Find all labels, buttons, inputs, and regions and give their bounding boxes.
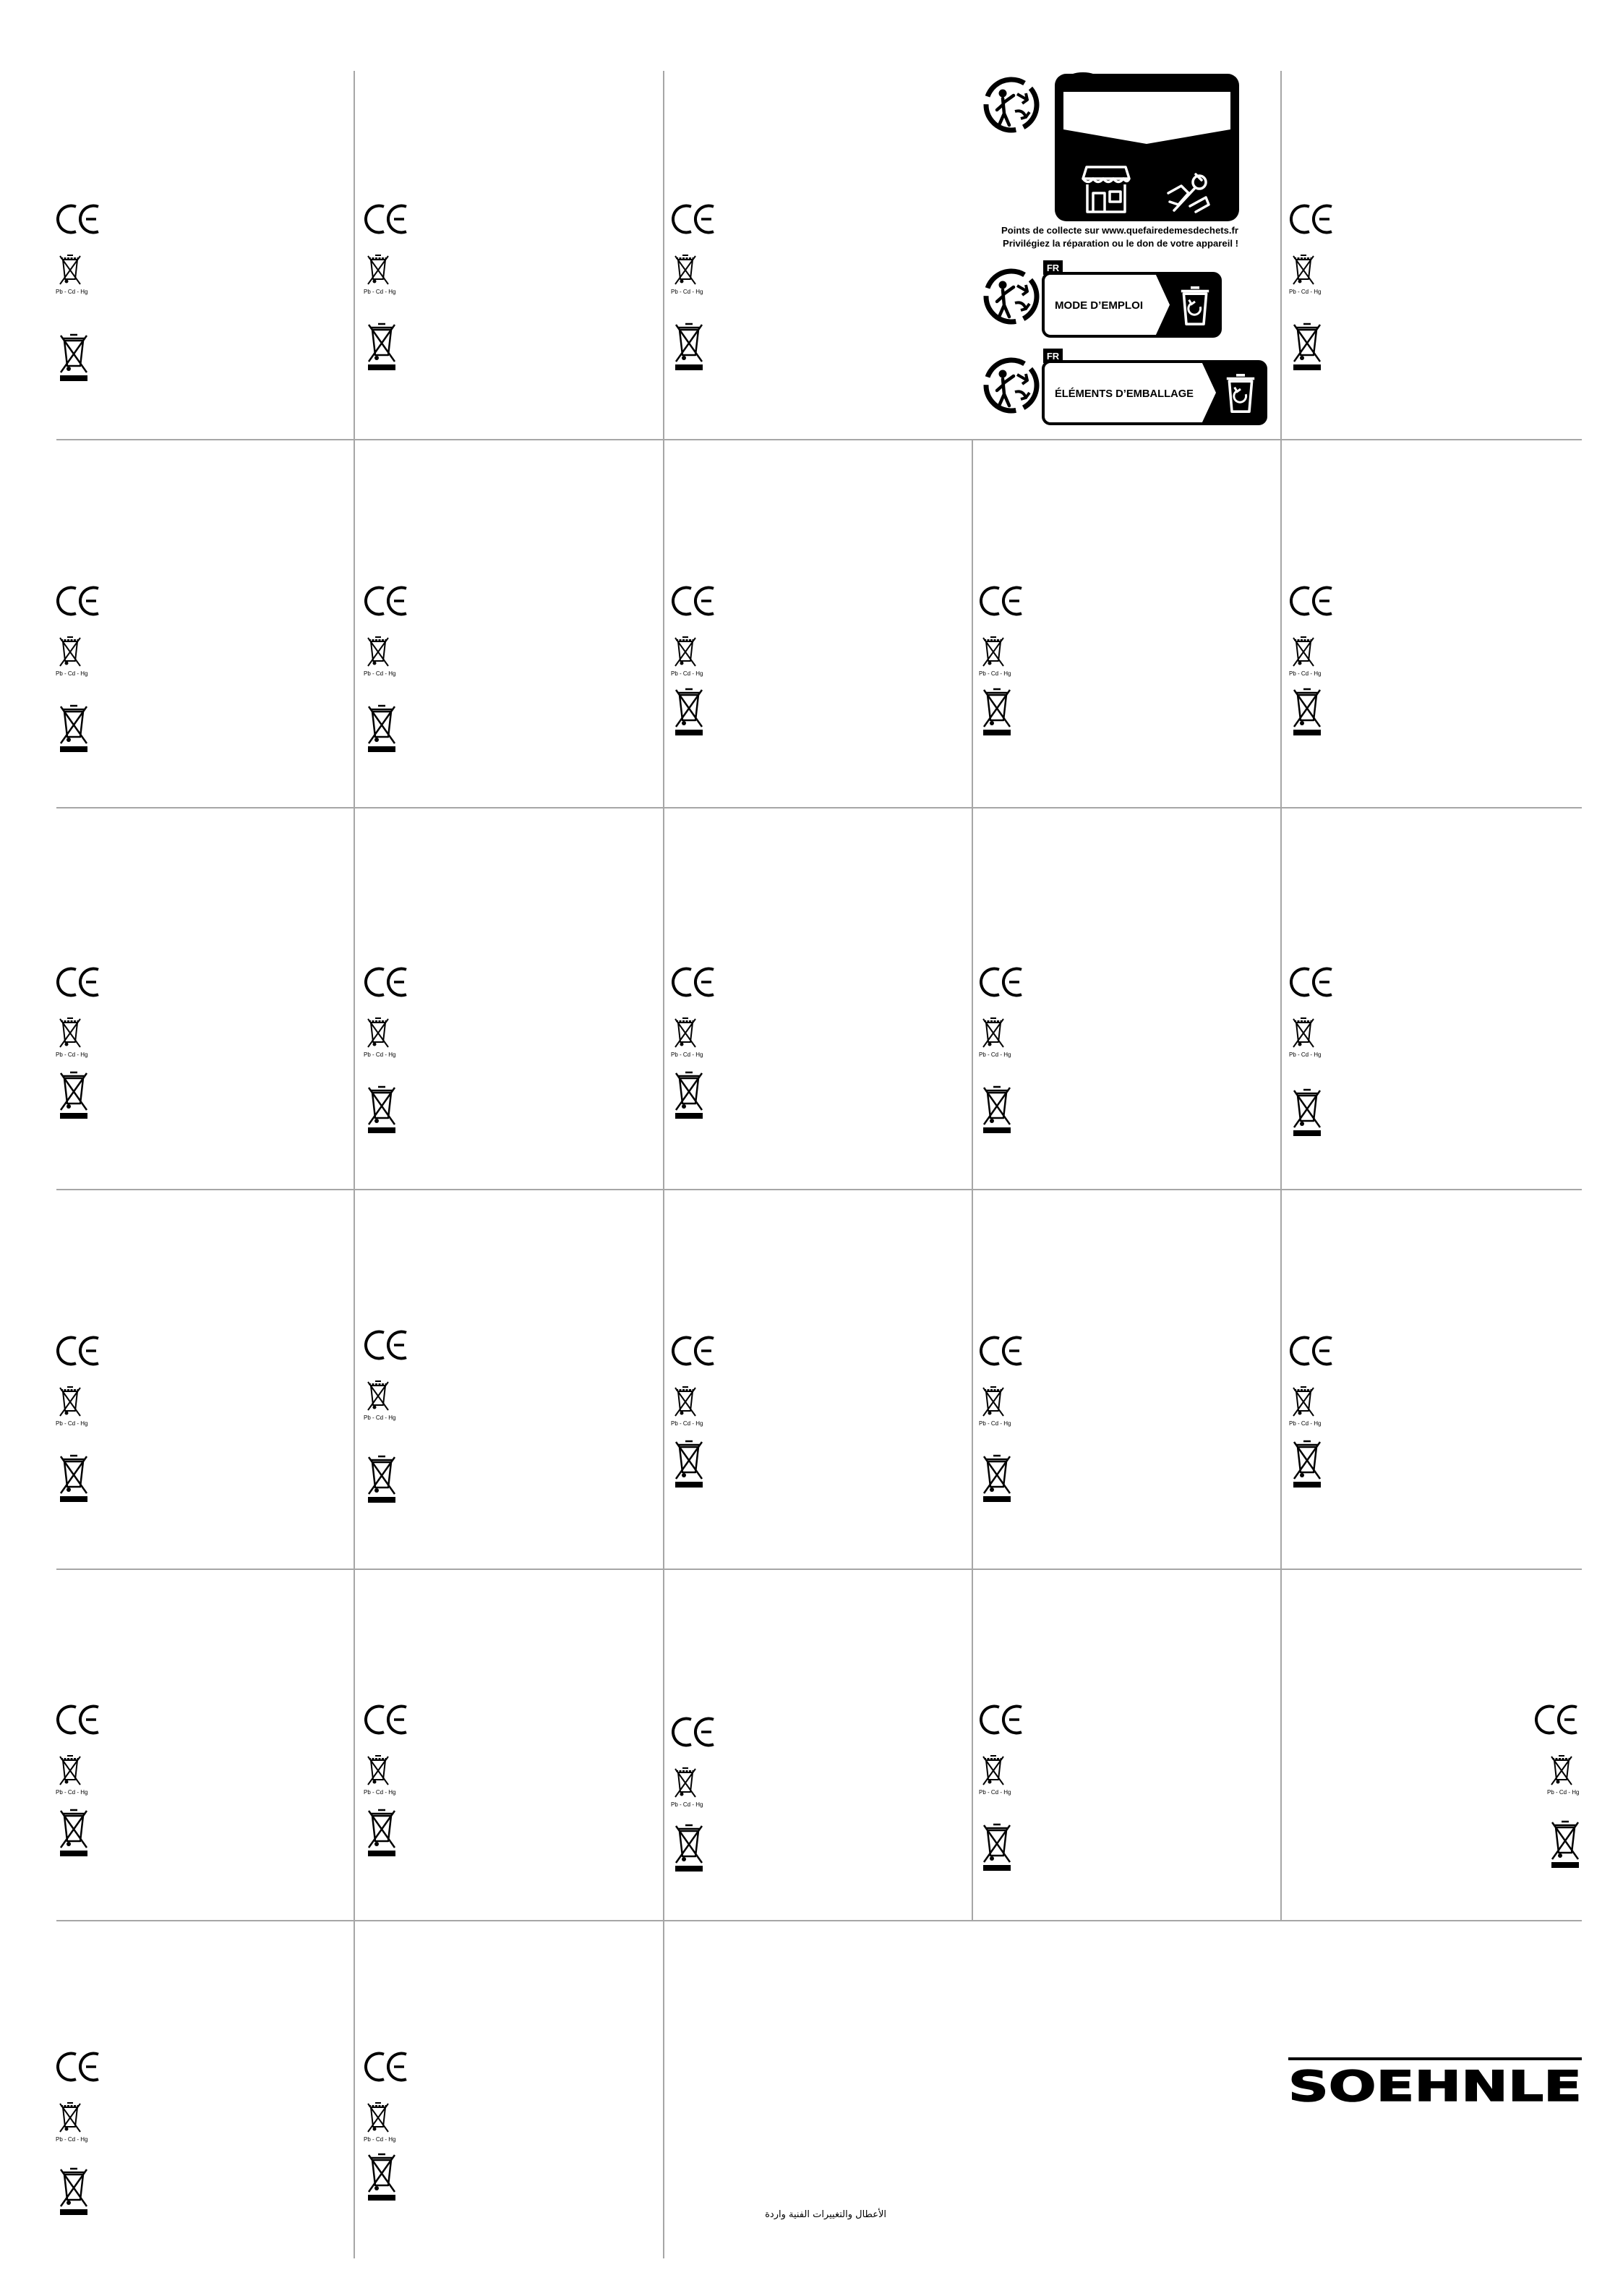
ce-mark-icon <box>672 967 716 997</box>
ce-mark-icon <box>1535 1704 1579 1735</box>
ce-mark-icon <box>56 204 100 234</box>
battery-disposal-icon <box>981 1385 1006 1418</box>
compliance-marks-cell <box>56 204 107 377</box>
packaging-elements-label <box>1043 349 1266 424</box>
weee-disposal-icon <box>673 687 705 736</box>
weee-disposal-icon <box>1291 1439 1323 1488</box>
brand-logo <box>1287 2052 1583 2104</box>
grid-rule-horizontal <box>56 439 1582 440</box>
battery-disposal-icon <box>981 1016 1006 1049</box>
ce-mark-icon <box>364 967 408 997</box>
compliance-marks-cell <box>56 1336 107 1509</box>
compliance-marks-cell <box>56 967 107 1140</box>
compliance-marks-cell <box>364 586 415 759</box>
compliance-marks-cell <box>672 204 722 377</box>
ce-mark-icon <box>980 967 1024 997</box>
battery-chemicals-label: Pb - Cd - Hg <box>671 1801 703 1808</box>
compliance-marks-cell <box>56 2052 107 2225</box>
battery-disposal-icon <box>673 1766 698 1799</box>
weee-disposal-icon <box>366 1454 398 1503</box>
collection-container-icon <box>1055 72 1239 221</box>
compliance-marks-cell <box>1290 967 1340 1140</box>
compliance-marks-cell <box>672 586 722 759</box>
battery-chemicals-label: Pb - Cd - Hg <box>671 1420 703 1427</box>
battery-chemicals-label: Pb - Cd - Hg <box>1289 1420 1322 1427</box>
battery-disposal-icon <box>673 253 698 286</box>
battery-chemicals-label: Pb - Cd - Hg <box>1547 1789 1580 1796</box>
battery-disposal-icon <box>673 635 698 668</box>
ce-mark-icon <box>56 967 100 997</box>
battery-disposal-icon <box>366 1754 390 1787</box>
weee-disposal-icon <box>366 704 398 753</box>
instruction-manual-label <box>1043 260 1220 336</box>
battery-chemicals-label: Pb - Cd - Hg <box>56 670 88 677</box>
compliance-marks-cell <box>1290 586 1340 759</box>
battery-disposal-icon <box>981 635 1006 668</box>
battery-disposal-icon <box>58 1754 82 1787</box>
grid-rule-horizontal <box>56 1189 1582 1190</box>
battery-chemicals-label: Pb - Cd - Hg <box>56 289 88 295</box>
compliance-marks-cell <box>364 1330 415 1503</box>
compliance-marks-cell <box>364 967 415 1140</box>
repair-advice-text: Privilégiez la réparation ou le don de votre appareil ! <box>1003 239 1238 249</box>
weee-disposal-icon <box>58 1808 90 1857</box>
grid-rule-vertical <box>663 71 664 2258</box>
ce-mark-icon <box>364 2052 408 2082</box>
weee-disposal-icon <box>58 1454 90 1503</box>
compliance-marks-cell <box>364 1704 415 1878</box>
grid-rule-horizontal <box>56 1569 1582 1570</box>
grid-rule-vertical <box>1280 71 1282 1921</box>
country-code: FR <box>1046 263 1060 273</box>
ce-mark-icon <box>1290 586 1334 616</box>
ce-mark-icon <box>672 1717 716 1747</box>
weee-disposal-icon <box>366 2152 398 2201</box>
brand-logo-text: SOEHNLE <box>1288 2062 1582 2104</box>
weee-disposal-icon <box>673 1439 705 1488</box>
weee-disposal-icon <box>673 1823 705 1872</box>
weee-disposal-icon <box>981 1454 1013 1503</box>
ce-mark-icon <box>56 586 100 616</box>
weee-disposal-icon <box>58 704 90 753</box>
ce-mark-icon <box>1290 204 1334 234</box>
ce-mark-icon <box>56 2052 100 2082</box>
ce-mark-icon <box>364 1330 408 1360</box>
battery-chemicals-label: Pb - Cd - Hg <box>979 1789 1011 1796</box>
logo-rule <box>1288 2057 1582 2060</box>
battery-chemicals-label: Pb - Cd - Hg <box>364 1414 396 1421</box>
battery-chemicals-label: Pb - Cd - Hg <box>364 289 396 295</box>
compliance-marks-cell <box>980 1336 1030 1509</box>
triman-icon <box>976 261 1047 333</box>
battery-disposal-icon <box>673 1385 698 1418</box>
triman-info-block <box>976 69 1280 430</box>
battery-chemicals-label: Pb - Cd - Hg <box>56 1789 88 1796</box>
battery-disposal-icon <box>366 1379 390 1412</box>
ce-mark-icon <box>672 204 716 234</box>
packaging-elements-text: ÉLÉMENTS D’EMBALLAGE <box>1055 388 1194 400</box>
weee-disposal-icon <box>58 333 90 382</box>
triman-icon <box>976 69 1047 141</box>
compliance-marks-cell <box>56 1704 107 1878</box>
weee-disposal-icon <box>981 1822 1013 1872</box>
ce-mark-icon <box>364 586 408 616</box>
weee-disposal-icon <box>981 1085 1013 1134</box>
battery-chemicals-label: Pb - Cd - Hg <box>1289 1051 1322 1058</box>
compliance-marks-cell <box>672 967 722 1140</box>
grid-rule-horizontal <box>56 1920 1582 1921</box>
battery-chemicals-label: Pb - Cd - Hg <box>979 670 1011 677</box>
compliance-marks-cell <box>56 586 107 759</box>
ce-mark-icon <box>364 204 408 234</box>
battery-disposal-icon <box>1291 635 1316 668</box>
battery-chemicals-label: Pb - Cd - Hg <box>364 2136 396 2143</box>
ce-mark-icon <box>1290 1336 1334 1366</box>
compliance-marks-cell <box>364 2052 415 2225</box>
weee-disposal-icon <box>981 687 1013 736</box>
weee-disposal-icon <box>366 322 398 371</box>
instruction-manual-text: MODE D’EMPLOI <box>1055 299 1143 312</box>
battery-chemicals-label: Pb - Cd - Hg <box>56 1420 88 1427</box>
battery-chemicals-label: Pb - Cd - Hg <box>979 1051 1011 1058</box>
weee-disposal-icon <box>1291 687 1323 736</box>
battery-disposal-icon <box>366 2101 390 2134</box>
compliance-marks-cell <box>980 1704 1030 1878</box>
ce-mark-icon <box>980 1704 1024 1735</box>
battery-disposal-icon <box>58 1016 82 1049</box>
weee-disposal-icon <box>673 1070 705 1119</box>
compliance-marks-cell <box>1290 1336 1340 1509</box>
battery-disposal-icon <box>366 1016 390 1049</box>
battery-disposal-icon <box>1291 1385 1316 1418</box>
compliance-marks-cell <box>672 1336 722 1509</box>
weee-disposal-icon <box>58 1070 90 1119</box>
battery-disposal-icon <box>1549 1754 1574 1787</box>
weee-disposal-icon <box>366 1808 398 1857</box>
battery-disposal-icon <box>1291 1016 1316 1049</box>
battery-chemicals-label: Pb - Cd - Hg <box>56 1051 88 1058</box>
battery-disposal-icon <box>58 635 82 668</box>
battery-disposal-icon <box>58 253 82 286</box>
compliance-marks-cell <box>980 967 1030 1140</box>
disclaimer-text: الأعطال والتغييرات الفنية واردة <box>765 2209 886 2220</box>
weee-disposal-icon <box>58 2167 90 2216</box>
compliance-marks-cell <box>980 586 1030 759</box>
compliance-marks-cell <box>672 1717 722 1890</box>
battery-chemicals-label: Pb - Cd - Hg <box>671 670 703 677</box>
battery-disposal-icon <box>1291 253 1316 286</box>
ce-mark-icon <box>980 586 1024 616</box>
ce-mark-icon <box>56 1704 100 1735</box>
battery-disposal-icon <box>366 253 390 286</box>
compliance-marks-cell <box>364 204 415 377</box>
battery-chemicals-label: Pb - Cd - Hg <box>1289 670 1322 677</box>
weee-disposal-icon <box>1291 322 1323 371</box>
weee-disposal-icon <box>1549 1819 1581 1869</box>
battery-disposal-icon <box>58 2101 82 2134</box>
grid-rule-vertical <box>972 440 973 1921</box>
battery-chemicals-label: Pb - Cd - Hg <box>364 670 396 677</box>
weee-disposal-icon <box>673 322 705 371</box>
ce-mark-icon <box>56 1336 100 1366</box>
battery-chemicals-label: Pb - Cd - Hg <box>979 1420 1011 1427</box>
battery-disposal-icon <box>981 1754 1006 1787</box>
battery-disposal-icon <box>366 635 390 668</box>
compliance-marks-cell <box>1535 1704 1585 1878</box>
grid-rule-vertical <box>354 71 355 2258</box>
battery-chemicals-label: Pb - Cd - Hg <box>364 1789 396 1796</box>
ce-mark-icon <box>672 1336 716 1366</box>
battery-chemicals-label: Pb - Cd - Hg <box>364 1051 396 1058</box>
battery-chemicals-label: Pb - Cd - Hg <box>671 289 703 295</box>
ce-mark-icon <box>980 1336 1024 1366</box>
battery-disposal-icon <box>58 1385 82 1418</box>
collection-points-text: Points de collecte sur www.quefairedemesdechets.fr <box>1001 226 1239 236</box>
battery-chemicals-label: Pb - Cd - Hg <box>1289 289 1322 295</box>
ce-mark-icon <box>364 1704 408 1735</box>
ce-mark-icon <box>672 586 716 616</box>
battery-chemicals-label: Pb - Cd - Hg <box>56 2136 88 2143</box>
ce-mark-icon <box>1290 967 1334 997</box>
compliance-marks-cell <box>1290 204 1340 377</box>
battery-disposal-icon <box>673 1016 698 1049</box>
grid-rule-horizontal <box>56 807 1582 808</box>
weee-disposal-icon <box>366 1085 398 1134</box>
triman-icon <box>976 350 1047 422</box>
weee-disposal-icon <box>1291 1088 1323 1137</box>
country-code: FR <box>1046 351 1060 362</box>
battery-chemicals-label: Pb - Cd - Hg <box>671 1051 703 1058</box>
